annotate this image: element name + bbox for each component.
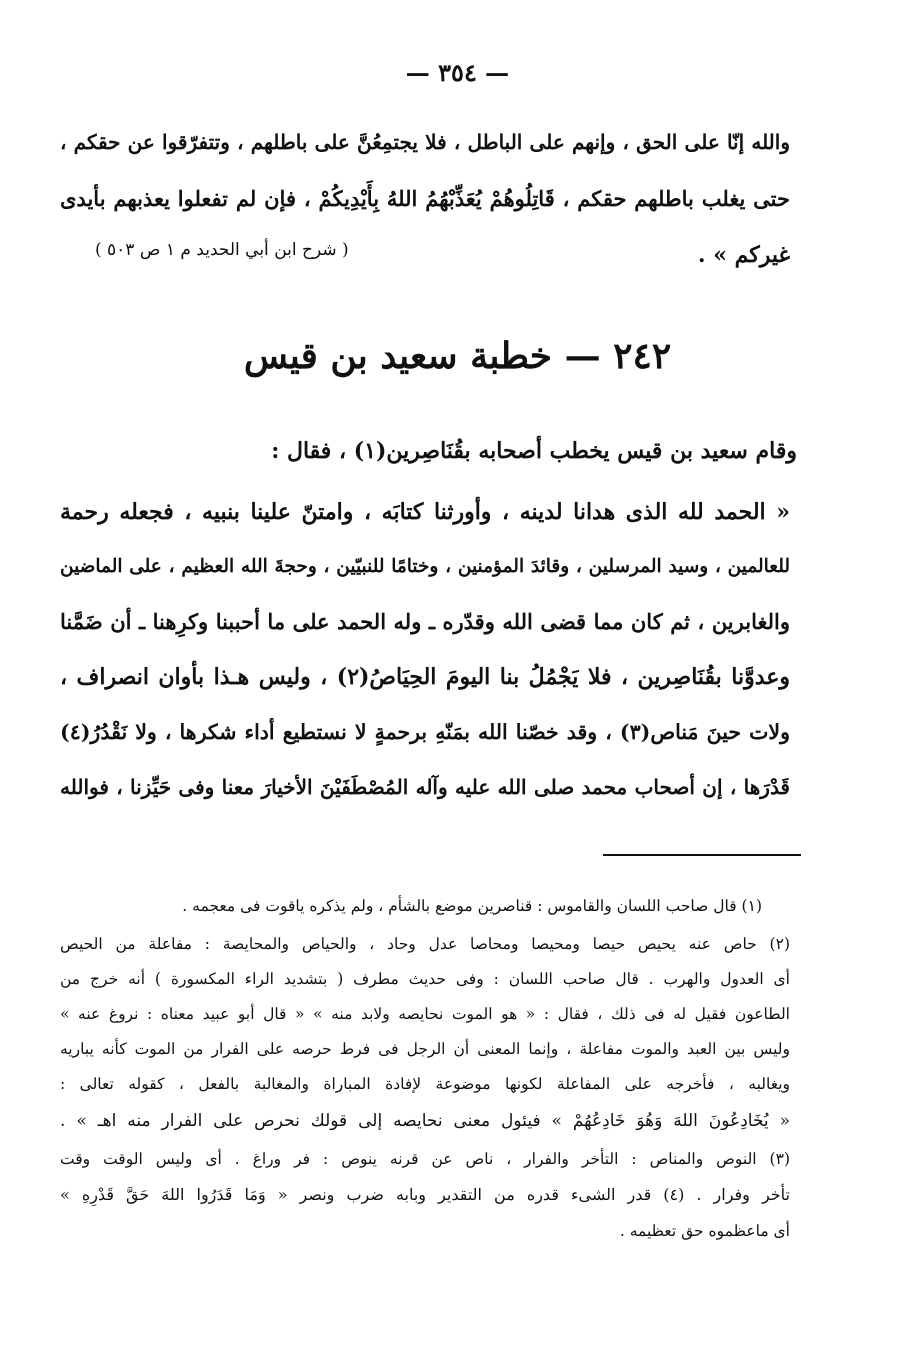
footnote-line: وليس بين العبد والموت مفاعلة ، وإنما المعنى أن الرجل فى فرط حرصه على الفرار من الموت كأنه يباريه	[60, 1040, 790, 1058]
section-title: ٢٤٢ — خطبة سعيد بن قيس	[243, 335, 672, 377]
footnote-line: (١) قال صاحب اللسان والقاموس : قناصرين موضع بالشأم ، ولم يذكره ياقوت فى معجمه .	[182, 897, 762, 915]
text-line: غيركم » .	[697, 242, 790, 268]
footnote-line: (٣) النوص والمناص : التأخر والفرار ، ناص عن قرنه ينوص : فر وراغ . أى وليس الوقت وقت	[60, 1150, 790, 1168]
footnote-line: أى ماعظموه حق تعظيمه .	[619, 1222, 790, 1240]
footnote-line: ويغالبه ، فأخرجه على المفاعلة لكونها موضوعة لإفادة المباراة والمغالبة بالفعل ، كقوله تعالى :	[60, 1075, 790, 1093]
speech-paragraph	[60, 487, 790, 827]
footnote-line: « يُخَادِعُونَ اللهَ وَهُوَ خَادِعُهُمْ » فيئول معنى نحايصه إلى قولك نحرص على الفرار منه اهـ » .	[60, 1111, 790, 1131]
page-number: — ٣٥٤ —	[405, 58, 510, 87]
footnotes	[60, 890, 790, 1330]
text-line: للعالمين ، وسيد المرسلين ، وقائدَ المؤمنين ، وختامًا للنبيّين ، وحجةَ الله العظيم ، على الماضين	[60, 556, 790, 577]
footnote-line: (٢) حاص عنه يحيص حيصا ومحيصا ومحاصا عدل وحاد ، والحياص والمحايصة : مفاعلة من الحيص	[60, 935, 790, 953]
text-line: والغابرين ، ثم كان مما قضى الله وقدّره ـ وله الحمد على ما أحببنا وكرِهنا ـ أن ضَمَّنا	[60, 609, 790, 634]
footnote-line: تأخر وفرار . (٤) قدر الشىء قدره من التقدير وبابه ضرب ونصر « وَمَا قَدَرُوا اللهَ حَقَّ قَدْرِهِ »	[60, 1185, 790, 1204]
text-line: ولات حينَ مَناص(٣) ، وقد خصّنا الله بمَنّهِ برحمةٍ لا نستطيع أداء شكرها ، ولا نَقْدُرُ(٤)	[60, 720, 790, 744]
text-line: وعدوَّنا بقُنَاصِرين ، فلا يَجْمُلُ بنا اليومَ الحِيَاصُ(٢) ، وليس هـذا بأوان انصراف ،	[60, 664, 790, 690]
text-line: « الحمد لله الذى هدانا لدينه ، وأورثنا كتابَه ، وامتنّ علينا بنبيه ، فجعله رحمة	[60, 499, 790, 525]
footnote-separator	[603, 854, 801, 856]
source-reference: ( شرح ابن أبي الحديد م ١ ص ٥٠٣ )	[95, 240, 349, 260]
footnote-line: أى العدول والهرب . قال صاحب اللسان : وفى حديث مطرف ( بتشديد الراء المكسورة ) أنه خرج من	[60, 970, 790, 988]
footnote-line: الطاعون فقيل له فى ذلك ، فقال : « هو الموت نحايصه ولابد منه » « قال أبو عبيد معناه : نروغ عنه »	[60, 1005, 790, 1023]
text-line: حتى يغلب باطلهم حقكم ، قَاتِلُوهُمْ يُعَذِّبْهُمُ اللهُ بِأَيْدِيكُمْ ، فإن لم تفعلوا يعذبهم بأيدى	[60, 186, 790, 211]
text-line: والله إنّا على الحق ، وإنهم على الباطل ، فلا يجتمِعُنَّ على باطلهم ، وتتفرّقوا عن حقكم ،	[60, 130, 790, 154]
text-line: قَدْرَها ، إن أصحاب محمد صلى الله عليه وآله المُصْطَفَيْنَ الأخيارَ معنا وفى حَيِّزنا ، فوالله	[60, 775, 790, 799]
section-intro: وقام سعيد بن قيس يخطب أصحابه بقُنَاصِرين(١) ، فقال :	[271, 438, 797, 464]
